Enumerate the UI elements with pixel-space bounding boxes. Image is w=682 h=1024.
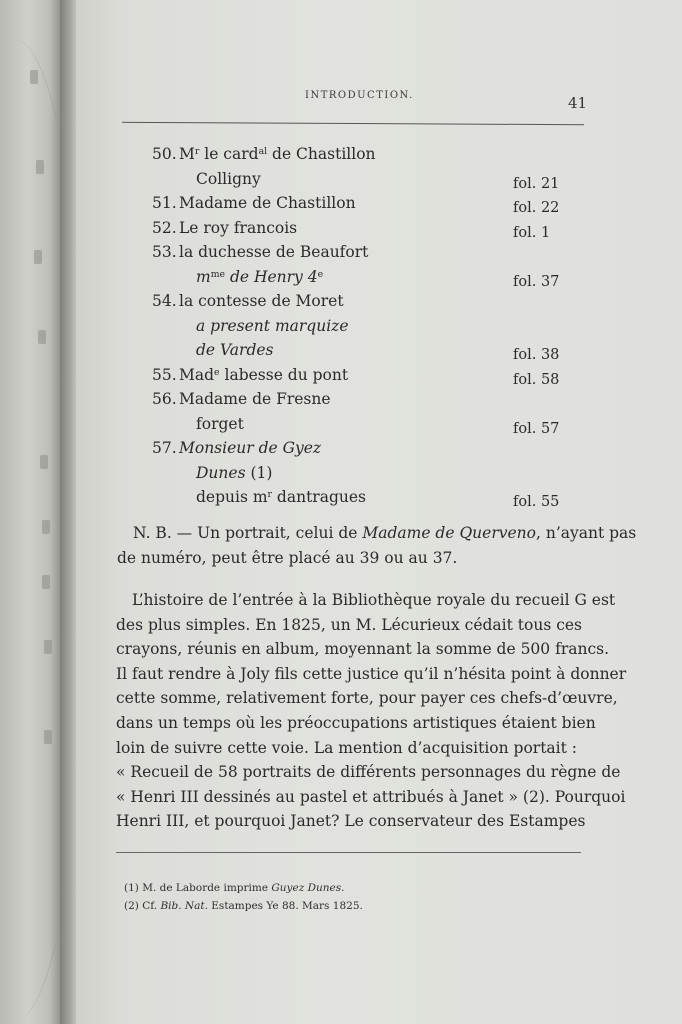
paragraph-line: des plus simples. En 1825, un M. Lécurieux cédait tous ces [116, 615, 583, 634]
list-item-text: m [196, 267, 211, 286]
list-item-text: Le roy francois [179, 218, 298, 237]
list-item-text: de Vardes [196, 341, 274, 359]
list-item-text: la contesse de Moret [179, 292, 344, 310]
list-item-text: a present marquize [196, 316, 349, 335]
paragraph-line: dans un temps où les préoccupations artistiques étaient bien [116, 714, 596, 732]
list-item-text: Monsieur de Gyez [179, 439, 322, 457]
list-item-text: e [317, 268, 324, 280]
list-item-text: de Chastillon [267, 145, 376, 163]
list-item-continuation [196, 170, 261, 188]
bleed-mark [42, 520, 50, 534]
list-item-number: 53. [152, 243, 177, 261]
list-item-text: al [258, 145, 268, 157]
bleed-mark [44, 640, 52, 654]
bleed-mark [36, 160, 44, 174]
list-item-number: 50. [152, 145, 177, 163]
list-item-text: labesse du pont [219, 365, 349, 384]
list-item-continuation [196, 268, 323, 286]
paragraph-line: L’histoire de l’entrée à la Bibliothèque royale du recueil G est [132, 591, 616, 609]
list-item-text: e [214, 366, 220, 378]
bleed-mark [44, 730, 52, 744]
list-item [152, 194, 356, 212]
folio-reference: fol. 55 [513, 494, 560, 510]
footnote-1 [124, 882, 344, 894]
list-item [152, 145, 376, 163]
list-item [152, 390, 331, 408]
nb-text: N. B. — Un portrait, celui de [133, 524, 363, 542]
paragraph-line: cette somme, relativement forte, pour payer ces chefs-d’œuvre, [116, 689, 618, 708]
folio-reference: fol. 37 [513, 273, 560, 290]
footnote-2-text: Cf. [138, 900, 161, 912]
running-title: INTRODUCTION. [305, 90, 414, 101]
list-item-text: Madame de Fresne [179, 390, 331, 408]
list-item-continuation [196, 488, 366, 506]
list-item-continuation [196, 341, 274, 359]
footnote-2 [124, 900, 363, 912]
list-item-number: 56. [152, 390, 177, 408]
nb-line-1 [133, 524, 636, 542]
footnote-1-italic: Guyez Dunes [271, 882, 342, 894]
footnote-rule [116, 852, 581, 853]
facing-page [0, 0, 62, 1024]
list-item-continuation [196, 464, 272, 482]
folio-reference: fol. 38 [513, 347, 560, 363]
list-item-text: r [267, 488, 272, 500]
list-item-number: 54. [152, 292, 177, 310]
list-item [152, 219, 297, 237]
footnote-1-mark: (1) [124, 882, 139, 894]
footnote-1-text: M. de Laborde imprime [138, 882, 272, 894]
paragraph-line: « Henri III dessinés au pastel et attribués à Janet » (2). Pourquoi [116, 787, 626, 806]
list-item-text: depuis m [196, 488, 268, 506]
bleed-mark [38, 330, 46, 344]
list-item-text: M [179, 145, 195, 163]
paragraph-line: Il faut rendre à Joly fils cette justice qu’il n’hésita point à donner [116, 664, 627, 683]
paragraph-line: loin de suivre cette voie. La mention d’acquisition portait : [116, 738, 578, 757]
list-item-number: 52. [152, 218, 177, 237]
paragraph-line: Henri III, et pourquoi Janet? Le conservateur des Estampes [116, 812, 586, 831]
list-item-text: Madame de Chastillon [179, 194, 356, 212]
list-item-number: 51. [152, 194, 177, 212]
folio-reference: fol. 1 [513, 224, 551, 241]
footnote-2-italic: Bib. Nat. [160, 900, 208, 912]
list-item-number: 55. [152, 365, 177, 384]
page-number: 41 [568, 94, 588, 112]
list-item-text: dantragues [272, 488, 366, 506]
bleed-mark [34, 250, 42, 264]
bleed-mark [42, 575, 50, 589]
folio-reference: fol. 57 [513, 420, 560, 437]
list-item-text: forget [196, 414, 244, 433]
footnote-2-mark: (2) [124, 900, 139, 912]
list-item-text: Colligny [196, 169, 261, 188]
list-item-text: me [210, 268, 226, 280]
list-item-continuation [196, 317, 349, 335]
nb-text-end: , n’ayant pas [535, 524, 637, 542]
list-item-number: 57. [152, 439, 177, 457]
list-item [152, 439, 321, 457]
nb-line-2: de numéro, peut être placé au 39 ou au 37. [117, 549, 458, 567]
list-item [152, 366, 348, 384]
footnote-2-end: Estampes Ye 88. Mars 1825. [207, 900, 363, 912]
paragraph-line: crayons, réunis en album, moyennant la somme de 500 francs. [116, 640, 610, 659]
list-item-text: Mad [179, 365, 215, 384]
list-item-text: Dunes [196, 463, 246, 482]
list-item-superscript: r [194, 145, 200, 157]
bleed-mark [30, 70, 38, 84]
list-item-text: (1) [245, 463, 273, 482]
folio-reference: fol. 22 [513, 200, 560, 216]
folio-reference: fol. 21 [513, 175, 560, 192]
list-item-text: la duchesse de Beaufort [179, 243, 369, 261]
footnote-1-end: . [341, 882, 345, 894]
nb-portrait-name: Madame de Querveno [362, 524, 536, 542]
paragraph-line: « Recueil de 58 portraits de différents personnages du règne de [116, 763, 621, 782]
list-item-text: de Henry 4 [225, 267, 318, 286]
folio-reference: fol. 58 [513, 371, 560, 388]
list-item-continuation [196, 415, 244, 433]
bleed-mark [40, 455, 48, 469]
list-item [152, 243, 368, 261]
list-item-text: le card [199, 145, 259, 163]
list-item [152, 292, 344, 310]
